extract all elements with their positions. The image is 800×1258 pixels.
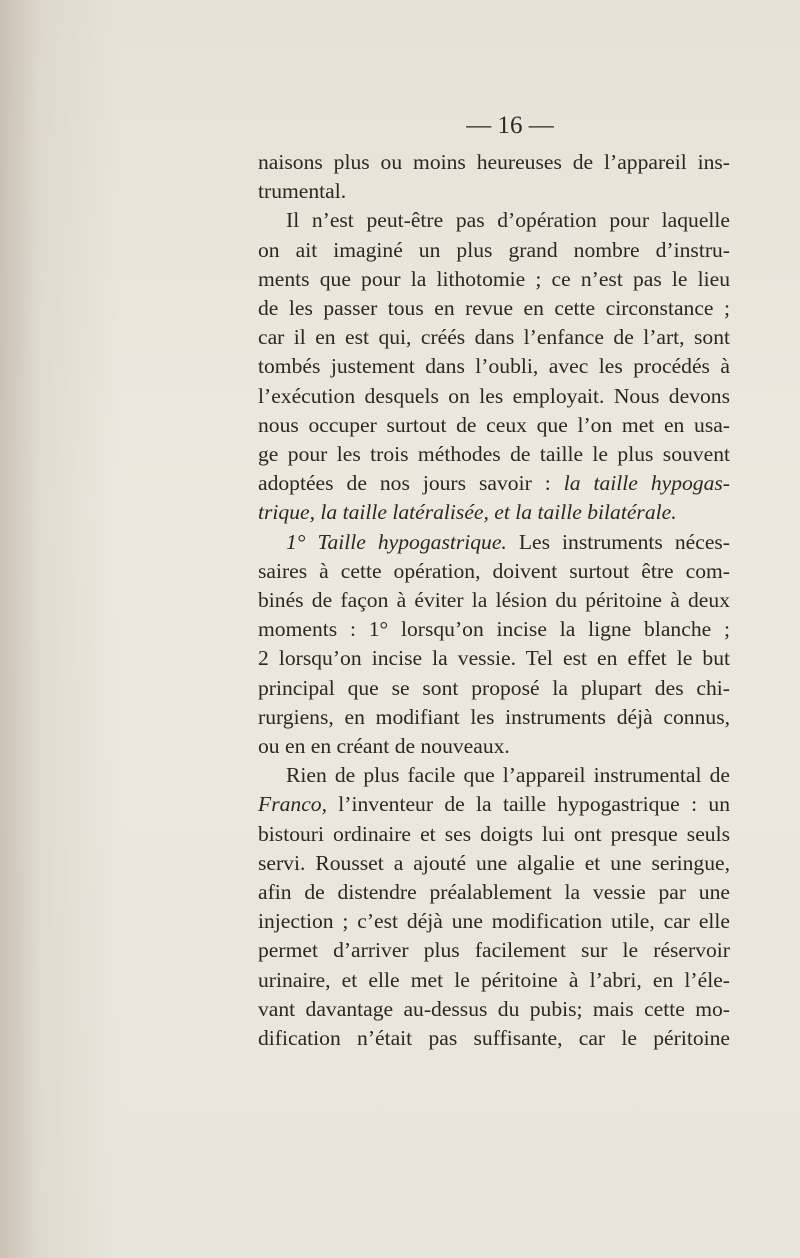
text-line: Il n’est peut-être pas d’opération pour laquelle bbox=[286, 208, 730, 233]
text-line: injection ; c’est déjà une modification utile, car elle bbox=[258, 909, 730, 934]
text-line bbox=[258, 528, 730, 557]
text-line: ge pour les trois méthodes de taille le plus souvent bbox=[258, 442, 730, 467]
text-line: principal que se sont proposé la plupart des chi- bbox=[258, 675, 730, 700]
text-line: saires à cette opération, doivent surtout être com- bbox=[258, 558, 730, 583]
text-line: rurgiens, en modifiant les instruments déjà connus, bbox=[258, 704, 730, 729]
text-line: moments : 1° lorsqu’on incise la ligne blanche ; bbox=[258, 617, 730, 642]
text-line: l’exécution desquels on les employait. Nous devons bbox=[258, 383, 730, 408]
text-line: bistouri ordinaire et ses doigts lui ont presque seuls bbox=[258, 821, 730, 846]
text-line bbox=[258, 469, 730, 498]
text-line: binés de façon à éviter la lésion du péritoine à deux bbox=[258, 588, 730, 613]
text-segment: Les instruments néces- bbox=[506, 529, 730, 554]
text-line: naisons plus ou moins heureuses de l’appareil ins- bbox=[258, 150, 730, 174]
italic-term: la taille hypogas- bbox=[563, 471, 730, 496]
body-text bbox=[258, 148, 730, 1053]
text-line: 2 lorsqu’on incise la vessie. Tel est en effet le but bbox=[258, 646, 730, 671]
text-line: trumental. bbox=[258, 179, 347, 204]
text-line: afin de distendre préalablement la vessie par une bbox=[258, 880, 730, 905]
text-line: nous occuper surtout de ceux que l’on met en usa- bbox=[258, 412, 730, 437]
paragraph-continuation bbox=[258, 148, 730, 206]
paragraph-franco bbox=[258, 761, 730, 1053]
italic-text-line: trique, la taille latéralisée, et la taille bilatérale. bbox=[258, 500, 677, 525]
section-heading: 1° Taille hypogastrique. bbox=[286, 529, 507, 554]
text-line: Rien de plus facile que l’appareil instrumental de bbox=[286, 763, 730, 788]
italic-name: Franco, bbox=[258, 792, 327, 817]
page-number: — 16 — bbox=[466, 112, 554, 139]
paragraph-hypogastrique bbox=[258, 528, 730, 762]
text-line: car il en est qui, créés dans l’enfance de l’art, sont bbox=[258, 325, 730, 350]
text-line: dification n’était pas suffisante, car le péritoine bbox=[258, 1026, 730, 1051]
text-segment: l’inventeur de la taille hypogastrique : un bbox=[326, 792, 730, 817]
text-line: urinaire, et elle met le péritoine à l’abri, en l’éle- bbox=[258, 967, 730, 992]
text-line: on ait imaginé un plus grand nombre d’instru- bbox=[258, 237, 730, 262]
text-line: vant davantage au-dessus du pubis; mais cette mo- bbox=[258, 996, 730, 1021]
text-line: permet d’arriver plus facilement sur le réservoir bbox=[258, 938, 730, 963]
text-line: tombés justement dans l’oubli, avec les procédés à bbox=[258, 354, 730, 379]
text-line: ments que pour la lithotomie ; ce n’est pas le lieu bbox=[258, 266, 730, 291]
text-line bbox=[258, 790, 730, 819]
text-segment: adoptées de nos jours savoir : bbox=[258, 471, 564, 496]
paragraph-lithotomie bbox=[258, 206, 730, 527]
text-line: de les passer tous en revue en cette circonstance ; bbox=[258, 296, 730, 321]
text-line: servi. Rousset a ajouté une algalie et une seringue, bbox=[258, 850, 730, 875]
text-line: ou en en créant de nouveaux. bbox=[258, 734, 510, 759]
